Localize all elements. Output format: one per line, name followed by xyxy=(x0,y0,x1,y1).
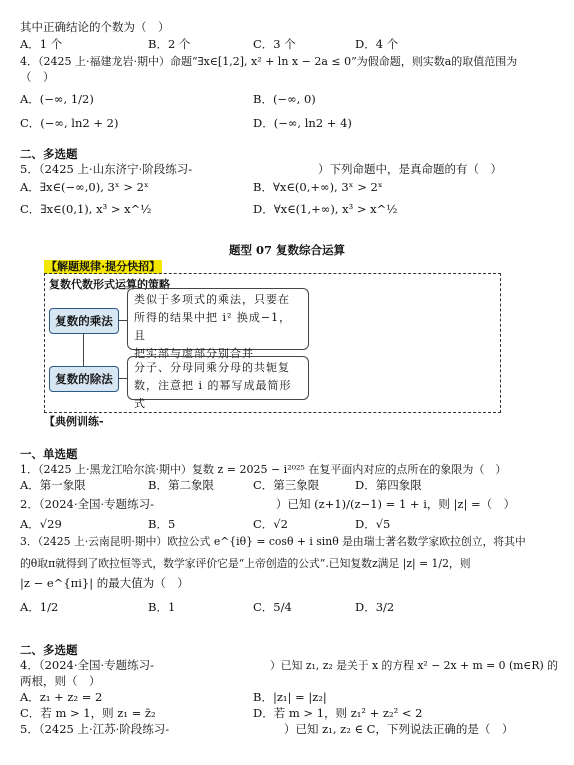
question-3-stem-line1: 3．（2425 上·云南昆明·期中）欧拉公式 e^{iθ} = cosθ + i sinθ 是由瑞士著名数学家欧拉创立，将其中 xyxy=(20,535,526,548)
option-b: B．|z₁| = |z₂| xyxy=(253,690,327,704)
option-b: B．(−∞, 0) xyxy=(253,92,316,106)
option-b: B．5 xyxy=(148,517,176,531)
option-d: D．3/2 xyxy=(355,600,395,614)
option-b: B．∀x∈(0,+∞), 3ˣ > 2ˣ xyxy=(253,180,383,194)
question-1-stem: 1．（2425 上·黑龙江哈尔滨·期中）复数 z = 2025 − i²⁰²⁵ 在复平面内对应的点所在的象限为（ ） xyxy=(20,463,507,476)
strategy-box xyxy=(44,273,501,413)
option-c: C．若 m > 1，则 z₁ = z̄₂ xyxy=(20,706,156,720)
connector-line xyxy=(118,378,127,379)
option-d: D．√5 xyxy=(355,517,391,531)
strategy-title: 复数代数形式运算的策略 xyxy=(49,278,170,291)
connector-line xyxy=(118,320,127,321)
option-a: A．1/2 xyxy=(20,600,59,614)
division-label: 复数的除法 xyxy=(49,366,119,392)
question-2-stem-tail: ）已知 (z+1)/(z−1) = 1 + i，则 |z| =（ ） xyxy=(276,497,516,511)
option-b: B．2 个 xyxy=(148,37,191,51)
option-a: A．1 个 xyxy=(20,37,63,51)
option-c: C．√2 xyxy=(253,517,288,531)
option-a: A．第一象限 xyxy=(20,478,86,492)
option-c: C．5/4 xyxy=(253,600,292,614)
question-4-paren: （ ） xyxy=(20,70,55,84)
question-5-stem-tail: ）已知 z₁, z₂ ∈ C，下列说法正确的是（ ） xyxy=(284,722,514,736)
question-5-stem-tail: ）下列命题中，是真命题的有（ ） xyxy=(318,162,502,176)
option-d: D．(−∞, ln2 + 4) xyxy=(253,116,352,130)
option-c: C．(−∞, ln2 + 2) xyxy=(20,116,119,130)
option-c: C．∃x∈(0,1), x³ > x^½ xyxy=(20,202,152,216)
section-heading: 二、多选题 xyxy=(20,147,78,161)
question-2-stem: 2．（2024·全国·专题练习- xyxy=(20,497,155,511)
option-c: C．第三象限 xyxy=(253,478,320,492)
option-b: B．第二象限 xyxy=(148,478,214,492)
option-a: A．z₁ + z₂ = 2 xyxy=(20,690,103,704)
question-5-stem: 5．（2425 上·江苏·阶段练习- xyxy=(20,722,170,736)
option-b: B．1 xyxy=(148,600,176,614)
question-tail: 其中正确结论的个数为（ ） xyxy=(20,20,170,34)
question-4-paren: 两根，则（ ） xyxy=(20,674,101,688)
option-a: A．(−∞, 1/2) xyxy=(20,92,94,106)
multiplication-note: 类似于多项式的乘法，只要在 所得的结果中把 i² 换成−1，且 把实部与虚部分别合并 xyxy=(127,288,309,350)
section-title: 题型 07 复数综合运算 xyxy=(228,243,345,257)
rules-tag: 【解题规律·提分快招】 xyxy=(46,260,161,273)
connector-line xyxy=(83,333,84,366)
question-3-stem-line3: |z − e^{πi}| 的最大值为（ ） xyxy=(20,576,189,590)
option-d: D．若 m > 1，则 z₁² + z₂² < 2 xyxy=(253,706,423,720)
option-a: A．∃x∈(−∞,0), 3ˣ > 2ˣ xyxy=(20,180,149,194)
question-3-stem-line2: 的θ取π就得到了欧拉恒等式，数学家评价它是“上帝创造的公式”.已知复数z满足 |z| = 1/2，则 xyxy=(20,557,471,570)
section-heading: 一、单选题 xyxy=(20,447,78,461)
option-d: D．第四象限 xyxy=(355,478,422,492)
option-c: C．3 个 xyxy=(253,37,296,51)
option-d: D．4 个 xyxy=(355,37,399,51)
multiplication-label: 复数的乘法 xyxy=(49,308,119,334)
training-tag: 【典例训练- xyxy=(44,415,104,428)
section-heading: 二、多选题 xyxy=(20,643,78,657)
question-4-stem-tail: ）已知 z₁, z₂ 是关于 x 的方程 x² − 2x + m = 0 (m∈R) 的 xyxy=(270,659,558,672)
division-note: 分子、分母同乘分母的共轭复 数，注意把 i 的幂写成最简形式 xyxy=(127,356,309,400)
question-4-stem: 4．（2425 上·福建龙岩·期中）命题“∃x∈[1,2], x² + ln x − 2a ≤ 0”为假命题，则实数a的取值范围为 xyxy=(20,55,518,68)
question-4-stem: 4．（2024·全国·专题练习- xyxy=(20,658,155,672)
option-a: A．√29 xyxy=(20,517,62,531)
question-5-stem: 5．（2425 上·山东济宁·阶段练习- xyxy=(20,162,193,176)
option-d: D．∀x∈(1,+∞), x³ > x^½ xyxy=(253,202,398,216)
